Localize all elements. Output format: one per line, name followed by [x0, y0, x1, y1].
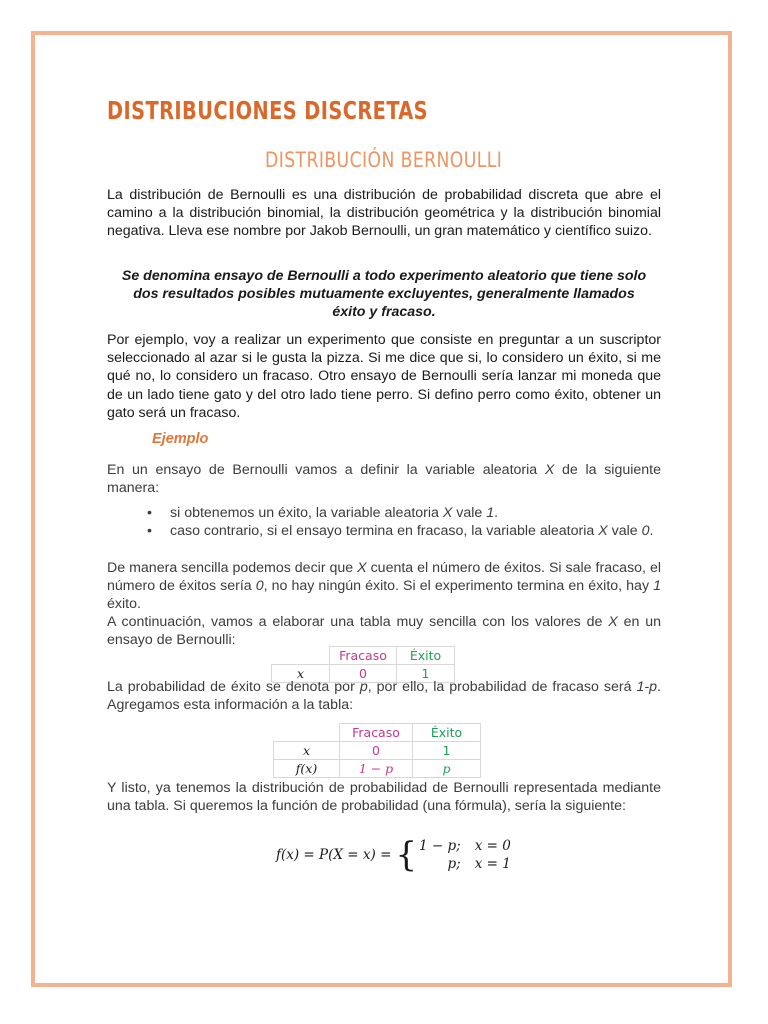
ejemplo-heading: Ejemplo	[152, 431, 209, 447]
prob-fracaso: 1 − p	[340, 760, 413, 778]
formula-lhs: f(x) = P(X = x) =	[276, 847, 392, 863]
row-label-fx: f(x)	[274, 760, 340, 778]
page-title: DISTRIBUCIONES DISCRETAS	[107, 96, 429, 125]
value-exito: 1	[413, 742, 481, 760]
variable-intro: En un ensayo de Bernoulli vamos a definir la variable aleatoria X de la siguiente manera:	[107, 462, 661, 497]
header-exito: Éxito	[397, 647, 455, 665]
intro-paragraph: La distribución de Bernoulli es una distribución de probabilidad discreta que abre el camino a la distribución binomial, la distribución geométrica y la distribución binomial negativa. Lleva ese nombre por Jakob Bernoulli, un gran matemático y científico suizo.	[107, 187, 661, 240]
row-label-x: x	[274, 742, 340, 760]
subtitle-text: DISTRIBUCIÓN BERNOULLI	[265, 148, 503, 172]
counting-paragraph: De manera sencilla podemos decir que X cuenta el número de éxitos. Si sale fracaso, el número de éxitos sería 0, no hay ningún éxito. Si el experimento termina en éxito, hay 1 éxito.	[107, 560, 662, 613]
section-subtitle	[0, 148, 768, 172]
header-exito: Éxito	[413, 724, 481, 742]
header-fracaso: Fracaso	[340, 724, 413, 742]
example-paragraph: Por ejemplo, voy a realizar un experimento que consiste en preguntar a un suscriptor seleccionado al azar si le gusta la pizza. Si me dice que si, lo considero un éxito, si me qué no, lo considero un fracaso. Otro ensayo de Bernoulli sería lanzar mi moneda que de un lado tiene gato y del otro lado tiene perro. Si defino perro como éxito, obtener un gato será un fracaso.	[107, 332, 661, 421]
table-probability	[273, 723, 481, 778]
closing-paragraph: Y listo, ya tenemos la distribución de probabilidad de Bernoulli representada mediante una tabla. Si queremos la función de probabilidad (una fórmula), sería la siguiente:	[107, 780, 661, 815]
value-fracaso: 0	[330, 665, 397, 683]
case1-condition: x = 0	[474, 838, 511, 854]
list-item: • caso contrario, si el ensayo termina en fracaso, la variable aleatoria X vale 0.	[147, 522, 661, 540]
value-fracaso: 0	[340, 742, 413, 760]
formula-cases	[419, 838, 511, 872]
table-corner	[274, 724, 340, 742]
definition-paragraph: Se denomina ensayo de Bernoulli a todo experimento aleatorio que tiene solo dos resultados posibles mutuamente excluyentes, generalmente llamados éxito y fracaso.	[121, 268, 647, 321]
value-exito: 1	[397, 665, 455, 683]
table-intro: A continuación, vamos a elaborar una tabla muy sencilla con los valores de X en un ensayo de Bernoulli:	[107, 614, 661, 649]
list-item: • si obtenemos un éxito, la variable aleatoria X vale 1.	[147, 504, 661, 522]
formula-brace: {	[395, 835, 418, 875]
bullet-list	[147, 504, 661, 540]
bernoulli-formula	[276, 835, 511, 875]
case2-value: p;	[447, 856, 461, 872]
table-corner	[272, 647, 330, 665]
case2-condition: x = 1	[474, 856, 511, 872]
header-fracaso: Fracaso	[330, 647, 397, 665]
row-label-x: x	[272, 665, 330, 683]
case1-value: 1 − p;	[419, 838, 461, 854]
prob-exito: p	[413, 760, 481, 778]
probability-paragraph: La probabilidad de éxito se denota por p, por ello, la probabilidad de fracaso será 1-p. Agregamos esta información a la tabla:	[107, 679, 661, 714]
